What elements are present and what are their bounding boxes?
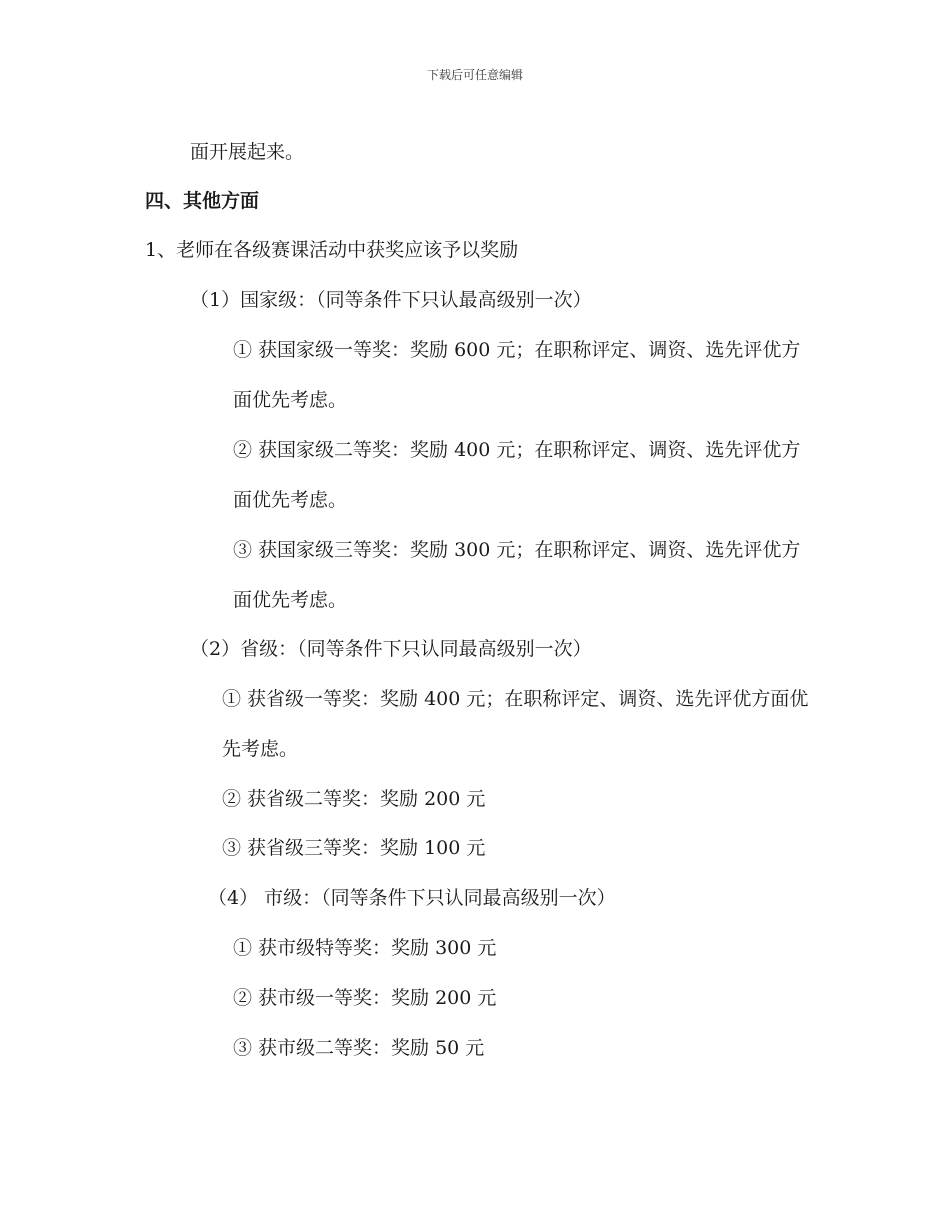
provincial-third-prize: ③ 获省级三等奖：奖励 100 元 (222, 837, 486, 859)
provincial-first-prize-cont: 先考虑。 (222, 738, 299, 760)
national-second-prize-cont: 面优先考虑。 (233, 489, 348, 511)
national-first-prize-cont: 面优先考虑。 (233, 389, 348, 411)
subsection-provincial: （2）省级：（同等条件下只认同最高级别一次） (190, 638, 592, 660)
item-heading: 1、老师在各级赛课活动中获奖应该予以奖励 (145, 239, 519, 261)
provincial-first-prize: ① 获省级一等奖：奖励 400 元；在职称评定、调资、选先评优方面优 (222, 688, 809, 710)
city-special-prize: ① 获市级特等奖：奖励 300 元 (233, 937, 497, 959)
page-header: 下载后可任意编辑 (426, 68, 523, 82)
subsection-national: （1）国家级：（同等条件下只认最高级别一次） (190, 289, 592, 311)
national-first-prize: ① 获国家级一等奖：奖励 600 元；在职称评定、调资、选先评优方 (233, 339, 801, 361)
city-second-prize: ③ 获市级二等奖：奖励 50 元 (233, 1037, 485, 1059)
paragraph-continuation: 面开展起来。 (190, 141, 305, 163)
subsection-city: （4） 市级：（同等条件下只认同最高级别一次） (208, 887, 616, 909)
provincial-second-prize: ② 获省级二等奖：奖励 200 元 (222, 788, 486, 810)
national-third-prize: ③ 获国家级三等奖：奖励 300 元；在职称评定、调资、选先评优方 (233, 539, 801, 561)
national-third-prize-cont: 面优先考虑。 (233, 589, 348, 611)
city-first-prize: ② 获市级一等奖：奖励 200 元 (233, 987, 497, 1009)
section-heading: 四、其他方面 (145, 190, 260, 212)
national-second-prize: ② 获国家级二等奖：奖励 400 元；在职称评定、调资、选先评优方 (233, 439, 801, 461)
